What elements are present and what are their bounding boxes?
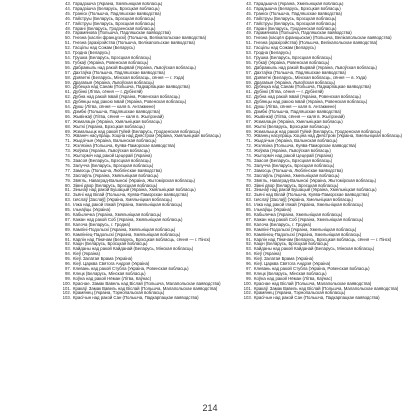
index-column-left: [60, 2, 235, 400]
entry-text: Кампініец-Падольскі (Украіна, Хмельніцкая вобласць): [254, 231, 362, 237]
entry-number: 94.: [246, 251, 252, 257]
entry-number: 51.: [65, 40, 71, 46]
entry-text: Дукш (Літва, сёння — каля в. Антакмене): [254, 104, 337, 110]
entry-text: Ізяслаў [Заслаў] (Украіна, Хмяльніцкая вобласць): [73, 197, 173, 203]
entry-number: 49.: [65, 30, 71, 36]
entry-text: Красічын над ракой Сан (Польшча, Падкарпацкае ваяводства): [254, 295, 380, 301]
entry-number: 77.: [246, 167, 252, 173]
entry-number: 46.: [246, 15, 252, 21]
entry-text: Дабрамыль над ракой Вырвай (Украіна, Львоўская вобласць): [73, 64, 196, 70]
entry-number: 102.: [62, 290, 71, 296]
entry-number: 49.: [246, 30, 252, 36]
entry-number: 90.: [246, 231, 252, 237]
entry-text: Ілжа над ракой Ілжай (Украіна, Хмяльніцкая вобласць): [73, 202, 183, 208]
entry-text: Замосць (Польшча, Люблінскае ваяводства): [254, 167, 343, 173]
entry-text: Крамянец (Украіна, Тэрнопальская вобласць): [254, 290, 346, 296]
entry-text: Гайструы (Беларусь, Брэсцкая вобласць): [73, 15, 156, 21]
entry-text: Кабылечка (Украіна, Хмельніцкая вобласць): [254, 211, 343, 217]
entry-number: 103.: [62, 295, 71, 301]
entry-text: Зьёні над Вілай (Польшча, Куява-Паморскае ваяводства): [73, 192, 188, 198]
entry-text: Залучча (Беларусь, Брэсцкая вобласць): [254, 162, 335, 168]
entry-text: Гайструы (Беларусь, Брэсцкая вобласць): [73, 20, 156, 26]
entry-number: 50.: [246, 35, 252, 41]
entry-text: Дубна над ракой Іквай (Украіна, Ровенская вобласць): [73, 94, 180, 100]
entry-number: 52.: [65, 45, 71, 51]
entry-number: 83.: [65, 197, 71, 203]
entry-number: 60.: [246, 84, 252, 90]
entry-number: 63.: [246, 99, 252, 105]
entry-number: 65.: [65, 108, 71, 114]
entry-number: 74.: [246, 153, 252, 159]
entry-number: 84.: [246, 202, 252, 208]
entry-text: Кайданы над ракой Кайданай (Беларусь, Мінская вобласць): [254, 246, 375, 252]
entry-text: Кацін (Беларусь, Брэсцкая вобласць): [73, 241, 148, 247]
entry-number: 44.: [246, 5, 252, 11]
entry-text: Кампіні-Подольскі (Украіна, Хмяльніцкая вобласць): [73, 226, 176, 232]
entry-text: Гарані (Беларусь, Гродзенская вобласць): [254, 25, 337, 31]
entry-number: 66.: [246, 113, 252, 119]
entry-text: Дубінкі (Літва, сёння — г. Дубінгяй): [254, 89, 324, 95]
entry-number: 77.: [65, 167, 71, 173]
entry-number: 54.: [65, 54, 71, 60]
entry-number: 61.: [246, 89, 252, 95]
entry-text: Губкаў (Украіна, Ровенская вобласць): [254, 59, 330, 65]
index-columns: [60, 2, 416, 400]
entry-number: 56.: [246, 64, 252, 70]
entry-number: 73.: [246, 148, 252, 154]
entry-text: Жванец насупраць Хоціна над Днястром (Украіна, Хмельніцкая вобласць): [254, 133, 403, 139]
entry-text: Ільнаўцы (Украіна): [254, 207, 292, 213]
entry-text: Дубянцы над ракою Іквай (Украіна, Ровенская вобласць): [73, 99, 187, 105]
entry-text: Жывінкаў (Літва, сёння — каля в. Жыгірэнай): [254, 113, 345, 119]
entry-number: 59.: [65, 79, 71, 85]
entry-text: Кабылечка (Украіна, Хмяльніцкая вобласць): [73, 211, 162, 217]
entry-number: 71.: [246, 138, 252, 144]
entry-text: Замосць (Польшча, Люблінскае ваяводства): [73, 167, 162, 173]
entry-number: 102.: [243, 290, 252, 296]
entry-text: Жэмалацін (Украіна, Хмяльніцкая вобласць): [73, 118, 162, 124]
entry-number: 47.: [65, 20, 71, 26]
entry-number: 93.: [246, 246, 252, 252]
entry-number: 67.: [65, 118, 71, 124]
entry-text: Жыдзічын (Украіна, Валынская вобласць): [254, 138, 338, 144]
entry-text: Зімні двор (Беларусь, Брэсцкая вобласць): [73, 182, 158, 188]
entry-text: Зьёні над Вілай (Польшча, Куява-Паморскае ваяводства): [254, 192, 369, 198]
entry-number: 96.: [65, 261, 71, 267]
entry-number: 81.: [246, 187, 252, 193]
entry-text: Клевань над ракой Стубла (Украіна, Ровенская вобласць): [254, 265, 370, 271]
entry-text: Жэмальыцк над ракой Гуйей (Беларусь, Гродзенская вобласць): [73, 128, 201, 134]
entry-text: Заслаўль (Украіна, Хмяльніцкая вобласць): [73, 172, 159, 178]
entry-text: Гайструы (Беларусь, Брэсцкая вобласць): [254, 20, 337, 26]
entry-number: 92.: [246, 241, 252, 247]
entry-number: 70.: [246, 133, 252, 139]
entry-number: 86.: [65, 211, 71, 217]
entry-text: Дубна над ракой Іквай (Украіна, Ровенская вобласць): [254, 94, 361, 100]
entry-number: 71.: [65, 138, 71, 144]
entry-text: Кажан над ракой Соб (Украіна, Хмяльніцкая вобласць): [73, 216, 183, 222]
entry-number: 64.: [246, 104, 252, 110]
entry-text: Звягль, Наваград-Валынскі (Украіна, Жытомірская вобласць): [254, 177, 377, 183]
entry-text: Карлін над Піначам (Беларусь, Брэсцкая вобласць, сёння — г. Пінск): [73, 236, 211, 242]
entry-text: Дахтаўка (Польшча, Падляшскае ваяводства): [73, 69, 165, 75]
entry-text: Дзяветні (Беларусь, Мінская вобласць, сёння — г. Узда): [73, 74, 185, 80]
entry-number: 47.: [246, 20, 252, 26]
page-number: 214: [202, 403, 218, 413]
entry-number: 89.: [65, 226, 71, 232]
entry-text: Жыторміч над ракой Цецерай (Украіна): [73, 153, 152, 159]
entry-text: Кампіні-Подольскі (Украіна, Хмельніцкая вобласць): [254, 226, 357, 232]
entry-text: Жэмальыцк над ракой Гуйей (Беларусь, Гродзенская вобласць): [254, 128, 382, 134]
entry-text: Грушка (Беларусь, Брэсцкая вобласць): [73, 54, 152, 60]
entry-number: 82.: [246, 192, 252, 198]
entry-number: 96.: [246, 261, 252, 267]
entry-number: 51.: [246, 40, 252, 46]
entry-text: Гродна (Беларусь): [73, 50, 110, 56]
entry-text: Кіеў (Украіна): [73, 251, 100, 257]
entry-text: Кацін (Беларусь, Брэсцкая вобласць): [254, 241, 329, 247]
entry-text: Зіньнаў над ракой Бушацый (Украіна, Хмельніцкая вобласць): [254, 187, 377, 193]
entry-text: Дубецка над Санам (Польшча, Падкарпацкае ваяводства): [73, 84, 190, 90]
entry-text: Кіеў (Украіна): [254, 251, 281, 257]
entry-text: Кампініец-Падольскі (Украіна, Хмяльніцкая вобласць): [73, 231, 181, 237]
entry-text: Гарані (Беларусь, Гродзенская вобласць): [73, 25, 156, 31]
entry-text: Дахтаўка (Польшча, Падляшскае ваяводства): [254, 69, 346, 75]
entry-text: Гарадзішча (Украіна, Хмяльніцкая вобласць): [73, 2, 163, 6]
entry-number: 76.: [65, 162, 71, 168]
entry-text: Гарадзішча (Беларусь, Брэсцкая вобласць): [73, 5, 160, 11]
entry-number: 91.: [246, 236, 252, 242]
entry-number: 69.: [246, 128, 252, 134]
entry-number: 82.: [65, 192, 71, 198]
entry-text: Звягль, Наваград-Валынскі (Украіна, Жытомірская вобласць): [73, 177, 196, 183]
entry-text: Клецк (Беларусь, Мінская вобласць): [254, 270, 327, 276]
entry-text: Заслаўль (Украіна, Хмельніцкая вобласць): [254, 172, 340, 178]
entry-number: 72.: [246, 143, 252, 149]
entry-number: 78.: [246, 172, 252, 178]
entry-text: Жэмалацін (Украіна, Хмельніцкая вобласць): [254, 118, 343, 124]
entry-number: 43.: [246, 2, 252, 6]
entry-text: Дзяветні (Беларусь, Мінская вобласць, сёння — в. Узда): [254, 74, 367, 80]
entry-number: 76.: [246, 162, 252, 168]
entry-text: Гарадышча (Беларусь, Брэсцкая вобласць): [254, 5, 341, 11]
entry-text: Зіньнаў над ракой Бушацый (Украіна, Хмяльніцкая вобласць): [73, 187, 196, 193]
entry-number: 66.: [65, 113, 71, 119]
entry-text: Гасцілы над Сожам (Беларусь): [73, 45, 135, 51]
entry-number: 87.: [65, 216, 71, 222]
entry-text: Гарамянова (Польшча, Падляшскае ваяводства): [73, 30, 171, 36]
entry-number: 44.: [65, 5, 71, 11]
entry-text: Драгавыя (Украіна, Львоўская вобласць): [254, 79, 336, 85]
entry-number: 95.: [246, 256, 252, 262]
entry-text: Клецк (Беларусь, Мінская вобласць): [73, 270, 146, 276]
entry-text: Дукш (Літва, сёння — каля в. Антакмене): [73, 104, 156, 110]
entry-text: Заасоя (Беларусь, Брэсцкая вобласць): [73, 158, 152, 163]
entry-number: 59.: [246, 79, 252, 85]
entry-number: 85.: [65, 207, 71, 213]
entry-number: 100.: [243, 280, 252, 286]
entry-text: Жыдзічын (Украіна, Валынская вобласць): [73, 138, 157, 144]
entry-number: 57.: [246, 69, 252, 75]
entry-number: 92.: [65, 241, 71, 247]
entry-number: 75.: [65, 158, 71, 163]
entry-number: 53.: [246, 50, 252, 56]
entry-text: Жоўква (Украіна, Львоўская вобласць): [254, 148, 331, 154]
entry-number: 60.: [65, 84, 71, 90]
entry-number: 78.: [65, 172, 71, 178]
entry-text: Гнезна (арахірэйства) (Польшча, Велікапольскае ваяводства): [254, 40, 378, 46]
entry-text: Коўна над ракой Нёман (Літва, Каўнас): [254, 275, 333, 281]
entry-text: Гродна (Беларусь): [254, 50, 291, 56]
entry-number: 95.: [65, 256, 71, 262]
entry-number: 46.: [65, 15, 71, 21]
entry-number: 58.: [65, 74, 71, 80]
entry-text: Гасцілы над Сожам (Беларусь): [254, 45, 316, 51]
entry-number: 57.: [65, 69, 71, 75]
entry-number: 79.: [65, 177, 71, 183]
entry-number: 90.: [65, 231, 71, 237]
entry-number: 85.: [246, 207, 252, 213]
entry-number: 100.: [62, 280, 71, 286]
entry-number: 101.: [62, 285, 71, 291]
entry-text: Коўна над ракой Нёман (Літва, Каўнас): [73, 275, 152, 281]
entry-text: Кіеў. Царква Святога Андрэя (Украіна): [254, 261, 331, 267]
entry-number: 91.: [65, 236, 71, 242]
entry-text: Дэмбкі (Польшча, Падляшскае ваяводства): [73, 108, 161, 114]
entry-text: Гнезна (арахірэйства (Польшча, Велікапольскае ваяводства): [73, 40, 195, 46]
entry-number: 87.: [246, 216, 252, 222]
index-column-right: [241, 2, 416, 400]
entry-text: Дубянцы над ракою Іквай (Украіна, Ровенская вобласць): [254, 99, 368, 105]
entry-number: 88.: [65, 221, 71, 227]
entry-text: Губкаў (Украіна, Ровенская вобласць): [73, 59, 149, 65]
entry-number: 81.: [65, 187, 71, 193]
entry-number: 103.: [243, 295, 252, 301]
entry-number: 64.: [65, 104, 71, 110]
entry-text: Драгавыя (Украіна, Львоўская вобласць): [73, 79, 155, 85]
entry-text: Дэмбкі (Польшча, Падляшскае ваяводства): [254, 108, 342, 114]
entry-text: Зімні двор (Беларусь, Брэсцкая вобласць): [254, 182, 339, 188]
entry-number: 99.: [65, 275, 71, 281]
entry-number: 83.: [246, 197, 252, 203]
entry-number: 43.: [65, 2, 71, 6]
entry-text: Калоча (Беларусь, г. Гродна): [254, 221, 312, 227]
entry-number: 101.: [243, 285, 252, 291]
entry-text: Дубецка над Санам (Польшча, Падкарпацкае ваяводства): [254, 84, 371, 90]
entry-text: Кажан над ракой Соб (Украіна, Хмельніцкая вобласць): [254, 216, 364, 222]
entry-number: 94.: [65, 251, 71, 257]
entry-text: Дабрамыль над ракой Вырвай (Украіна, Львоўская вобласць): [254, 64, 377, 70]
entry-text: Жэлязіна (Польшча, Куява-Паморскае ваяводства): [254, 143, 357, 149]
entry-number: 63.: [65, 99, 71, 105]
entry-text: Граніск (Польшча, Падляшскае ваяводства): [73, 10, 161, 16]
entry-text: Кракаў. Замак Вавель над Віслай (Польшча, Малапольскае ваяводства): [73, 285, 218, 291]
entry-number: 88.: [246, 221, 252, 227]
entry-text: Краснае. Замак Вавель над Віслай (Польшча, Малапольскае ваяводства): [73, 280, 221, 286]
entry-text: Гнезна (касцёл францыскан) (Польшча, Велікапольскае ваяводства): [254, 35, 392, 41]
entry-number: 80.: [65, 182, 71, 188]
entry-number: 65.: [246, 108, 252, 114]
entry-number: 97.: [65, 265, 71, 271]
entry-text: Ізяслаў [Заслаў] (Украіна, Хмельніцкая вобласць): [254, 197, 353, 203]
entry-number: 68.: [65, 123, 71, 129]
entry-number: 55.: [246, 59, 252, 65]
entry-number: 48.: [246, 25, 252, 31]
entry-number: 72.: [65, 143, 71, 149]
entry-text: Клевань над ракой Стубла (Украіна, Ровенская вобласць): [73, 265, 189, 271]
entry-text: Жывінкаў (Літва, сёння — каля в. Жыгірэнай): [73, 113, 164, 119]
index-entry: [241, 296, 416, 301]
entry-number: 67.: [246, 118, 252, 124]
entry-text: Ільнаўцы (Украіна): [73, 207, 111, 213]
entry-text: Красічын над ракой Сан (Польшча, Падкарпацкае ваяводства): [73, 295, 199, 301]
entry-text: Кайданы над ракой Кайданай (Беларусь, Мінская вобласць): [73, 246, 194, 252]
entry-number: 75.: [246, 158, 252, 163]
entry-text: Калоча (Беларусь, г. Гродна): [73, 221, 131, 227]
entry-text: Гайструы (Беларусь, Брэсцкая вобласць): [254, 15, 337, 21]
entry-number: 53.: [65, 50, 71, 56]
entry-text: Кіеў. Царква Святога Андрэя (Украіна): [73, 261, 150, 267]
entry-text: Жэлязіна (Польшча, Куява-Паморскае ваяводства): [73, 143, 176, 149]
entry-number: 80.: [246, 182, 252, 188]
entry-number: 54.: [246, 54, 252, 60]
entry-number: 93.: [65, 246, 71, 252]
entry-number: 45.: [246, 10, 252, 16]
entry-number: 84.: [65, 202, 71, 208]
entry-number: 56.: [65, 64, 71, 70]
entry-text: Граніск (Польшча, Падляшскае ваяводства): [254, 10, 342, 16]
entry-text: Кіеў. Залатая Брама (Украіна): [254, 256, 314, 262]
entry-number: 52.: [246, 45, 252, 51]
entry-text: Дубінкі (Літва, сёння — г. Дубінгяй): [73, 89, 143, 95]
entry-number: 62.: [65, 94, 71, 100]
index-entry: [60, 296, 235, 301]
entry-number: 50.: [65, 35, 71, 41]
entry-text: Гарадышча (Украіна, Хмельніцкая вобласць): [254, 2, 344, 6]
entry-number: 98.: [65, 270, 71, 276]
entry-text: Краснае над Віслай (Польшча, Малапольскае ваяводства): [254, 280, 372, 286]
entry-text: Крамянец (Украіна, Тэрнопальская вобласць): [73, 290, 165, 296]
entry-text: Кракаў. Замак Вавель над Віслай (Польшча, Малапольскае ваяводства): [254, 285, 399, 291]
entry-number: 45.: [65, 10, 71, 16]
entry-text: Залучча (Беларусь, Брэсцкая вобласць): [73, 162, 154, 168]
entry-text: Грушка (Беларусь, Брэсцкая вобласць): [254, 54, 333, 60]
entry-text: Кіеў. Залатая Брама (Украіна): [73, 256, 133, 262]
entry-number: 86.: [246, 211, 252, 217]
entry-text: Жыткі (Украіна, Брэсцкая вобласць): [73, 123, 145, 129]
entry-number: 55.: [65, 59, 71, 65]
entry-number: 48.: [65, 25, 71, 31]
entry-number: 61.: [65, 89, 71, 95]
entry-number: 62.: [246, 94, 252, 100]
entry-text: Карлін над Піначам (Беларусь, Брэсцкая вобласць, сёння — г. Пінск): [254, 236, 392, 242]
entry-text: Жванеч насупраць Хоціна над Днястром (Украіна, Хмяльніцкая вобласць): [73, 133, 221, 139]
entry-number: 70.: [65, 133, 71, 139]
entry-number: 97.: [246, 265, 252, 271]
entry-text: Гарамянова (Польшча, Падляшскае ваяводства): [254, 30, 352, 36]
entry-number: 73.: [65, 148, 71, 154]
entry-number: 89.: [246, 226, 252, 232]
entry-text: Гнезна (каслін французскі) (Польшча, Велікапольскае ваяводства): [73, 35, 207, 41]
entry-number: 74.: [65, 153, 71, 159]
entry-number: 68.: [246, 123, 252, 129]
entry-number: 98.: [246, 270, 252, 276]
entry-number: 58.: [246, 74, 252, 80]
entry-number: 99.: [246, 275, 252, 281]
entry-text: Жыторміч над ракой Цецерай (Украіна): [254, 153, 333, 159]
entry-text: Жоўква (Украіна, Львоўская вобласць): [73, 148, 150, 154]
entry-number: 79.: [246, 177, 252, 183]
entry-number: 69.: [65, 128, 71, 134]
entry-text: Ілжа над ракой Ілжай (Украіна, Хмельніцкая вобласць): [254, 202, 364, 208]
entry-text: Жыткі (Беларусь, Брэсцкая вобласць): [254, 123, 330, 129]
entry-text: Заасоя (Беларусь, Брэсцкая вобласць): [254, 158, 333, 163]
